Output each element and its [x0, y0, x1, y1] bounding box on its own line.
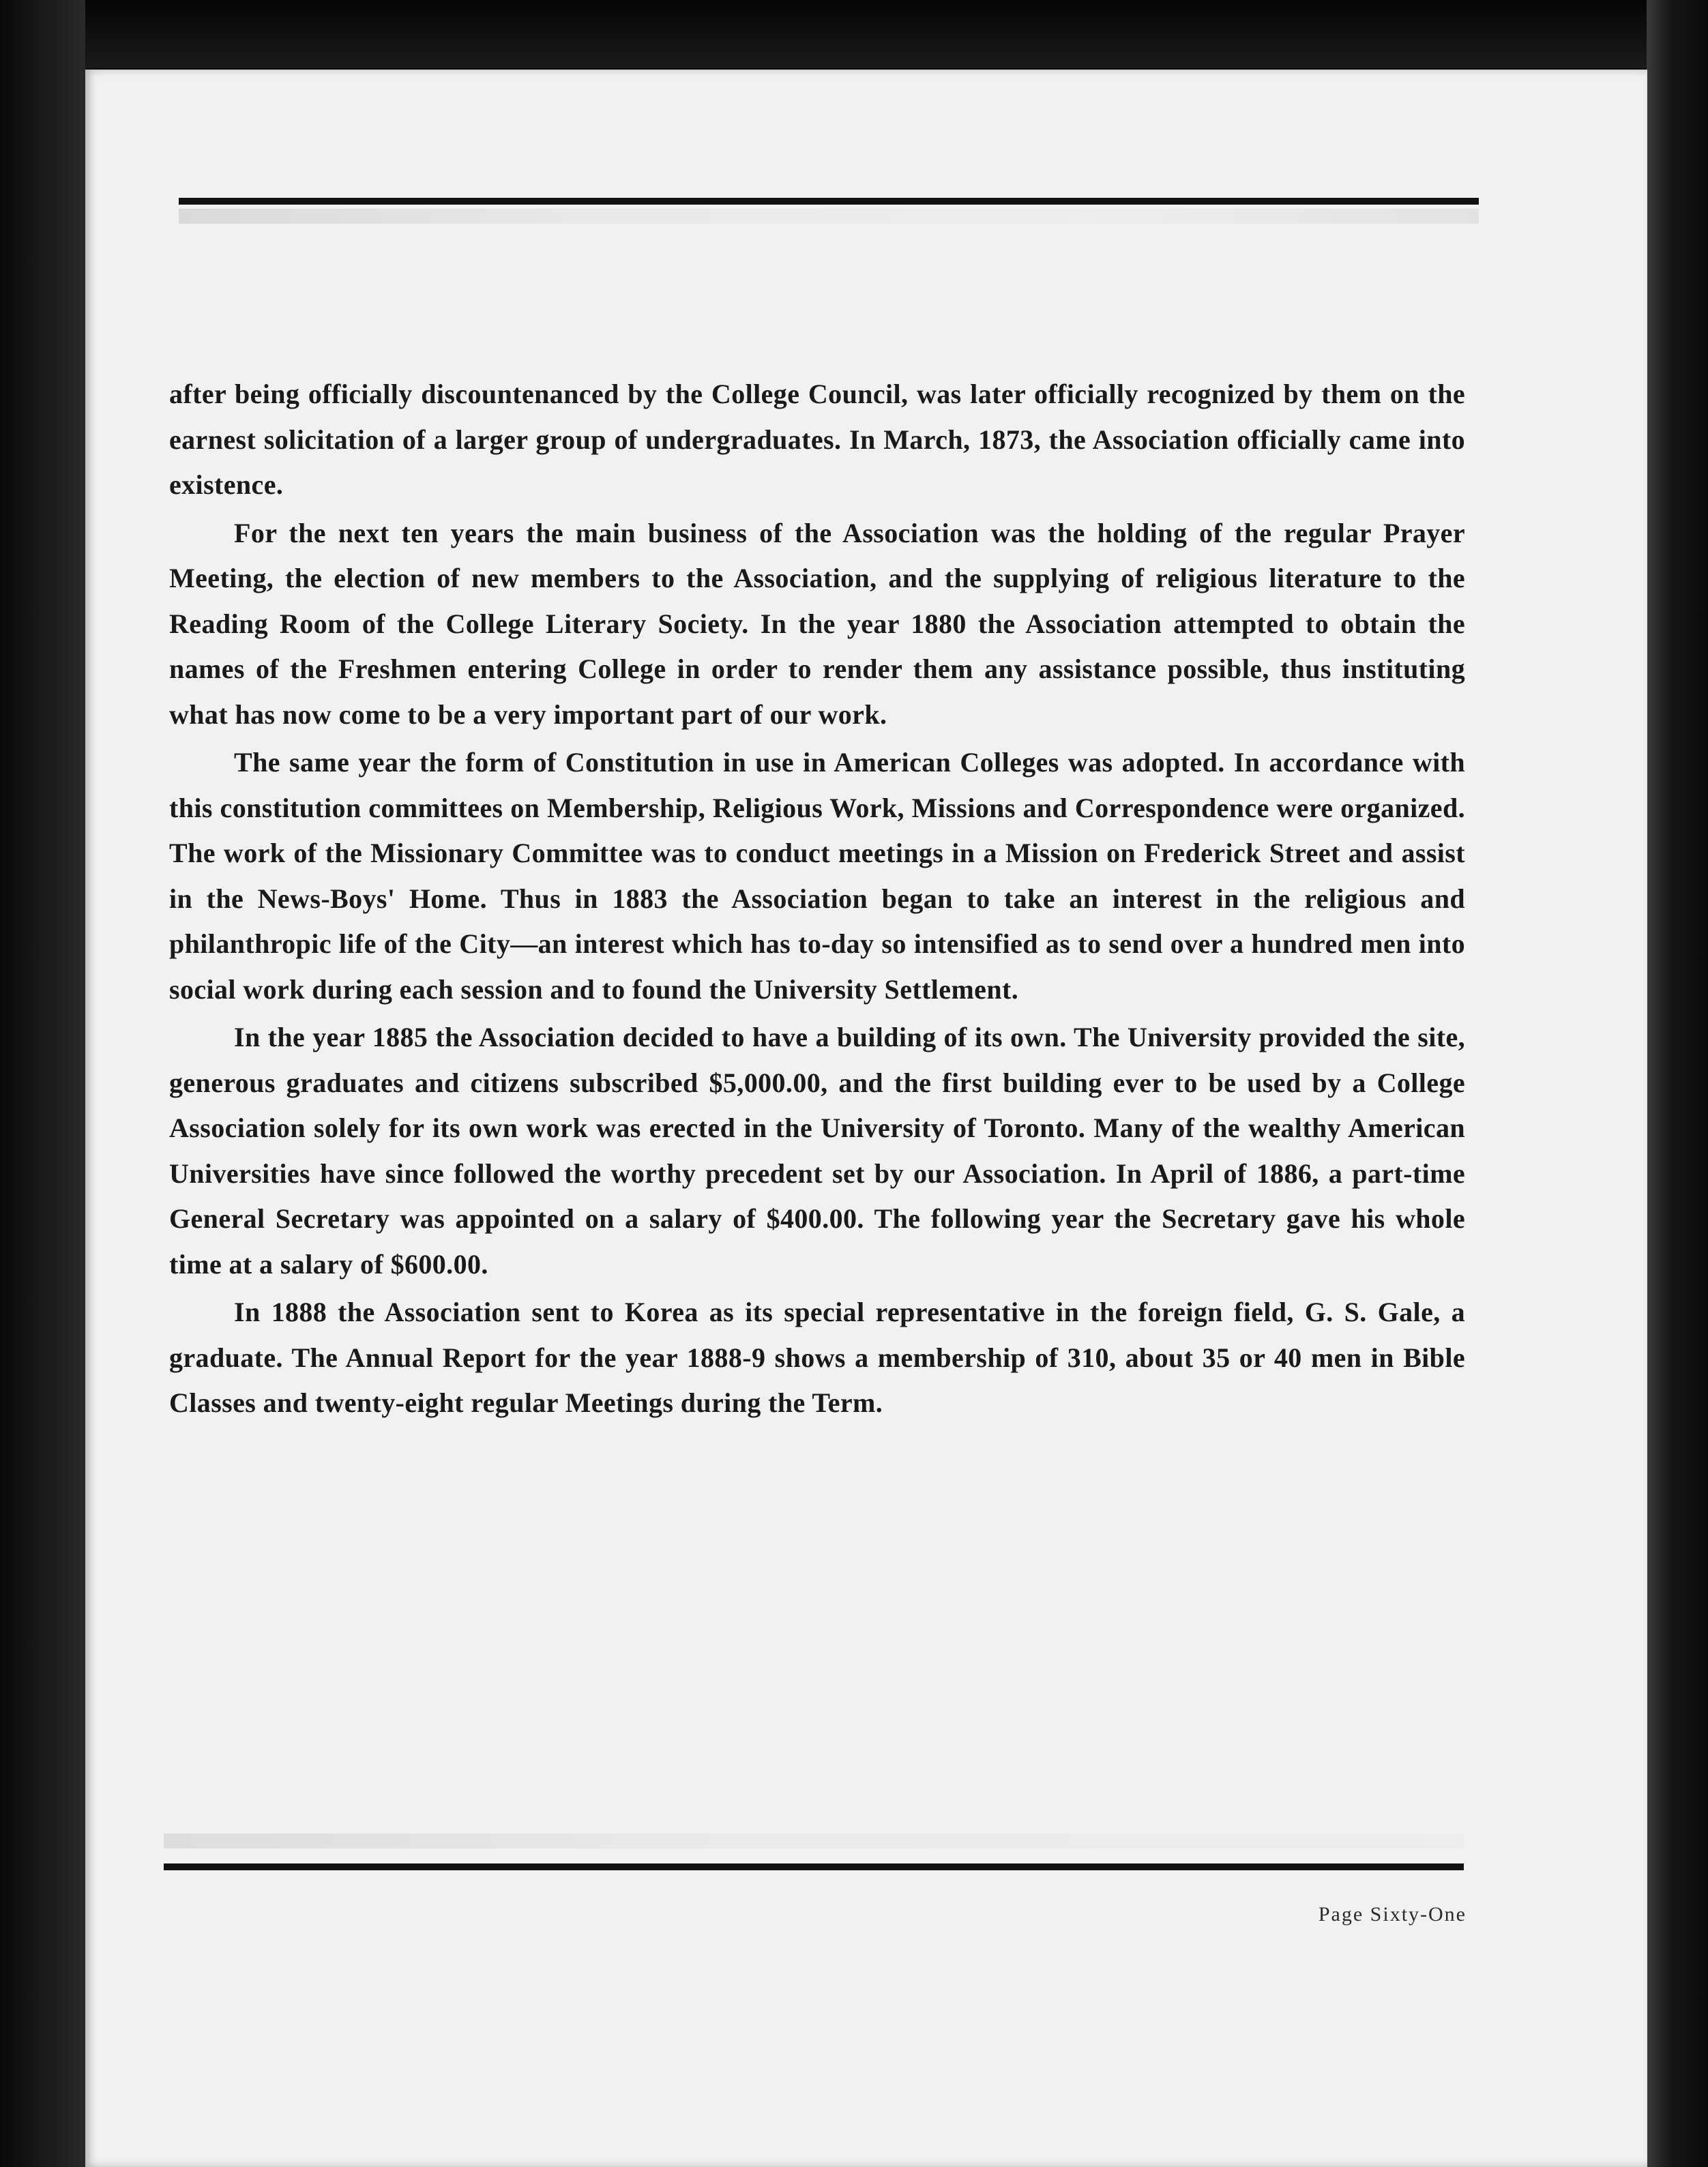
footer-rule [164, 1863, 1464, 1870]
footer-rule-shadow [164, 1833, 1464, 1848]
header-rule [179, 198, 1479, 205]
body-text [169, 372, 1465, 1426]
paragraph-2: For the next ten years the main business of the Association was the holding of the regular Prayer Meeting, the election of new members to the Association, and the supplying of religious literature to the Reading Room of the College Literary Society. In the year 1880 the Association attempted to obtain the names of the Freshmen entering College in order to render them any assistance possible, thus instituting what has now come to be a very important part of our work. [169, 517, 1465, 730]
page-number: Page Sixty-One [1318, 1903, 1467, 1926]
top-scan-shadow [0, 0, 1708, 68]
paragraph-3: The same year the form of Constitution in use in American Colleges was adopted. In accordance with this constitution committees on Membership, Religious Work, Missions and Correspondence were organized. The work of the Missionary Committee was to conduct meetings in a Mission on Frederick Street and assist in the News-Boys' Home. Thus in 1883 the Association began to take an interest in the religious and philanthropic life of the City—an interest which has to-day so intensified as to send over a hundred men into social work during each session and to found the University Settlement. [169, 747, 1465, 1005]
paragraph-5: In 1888 the Association sent to Korea as its special representative in the foreign field, G. S. Gale, a graduate. The Annual Report for the year 1888-9 shows a membership of 310, about 35 or 40 men in Bible Classes and twenty-eight regular Meetings during the Term. [169, 1297, 1465, 1418]
paragraph-4: In the year 1885 the Association decided to have a building of its own. The University provided the site, generous graduates and citizens subscribed $5,000.00, and the first building ever to be used by a College Association solely for its own work was erected in the University of Toronto. Many of the wealthy American Universities have since followed the worthy precedent set by our Association. In April of 1886, a part-time General Secretary was appointed on a salary of $400.00. The following year the Secretary gave his whole time at a salary of $600.00. [169, 1022, 1465, 1280]
book-spine-edge [0, 0, 85, 2167]
right-scan-edge [1647, 0, 1708, 2167]
paragraph-1: after being officially discountenanced by the College Council, was later officially recognized by them on the earnest solicitation of a larger group of undergraduates. In March, 1873, the Association officially came into existence. [169, 379, 1465, 500]
header-rule-shadow [179, 209, 1479, 224]
